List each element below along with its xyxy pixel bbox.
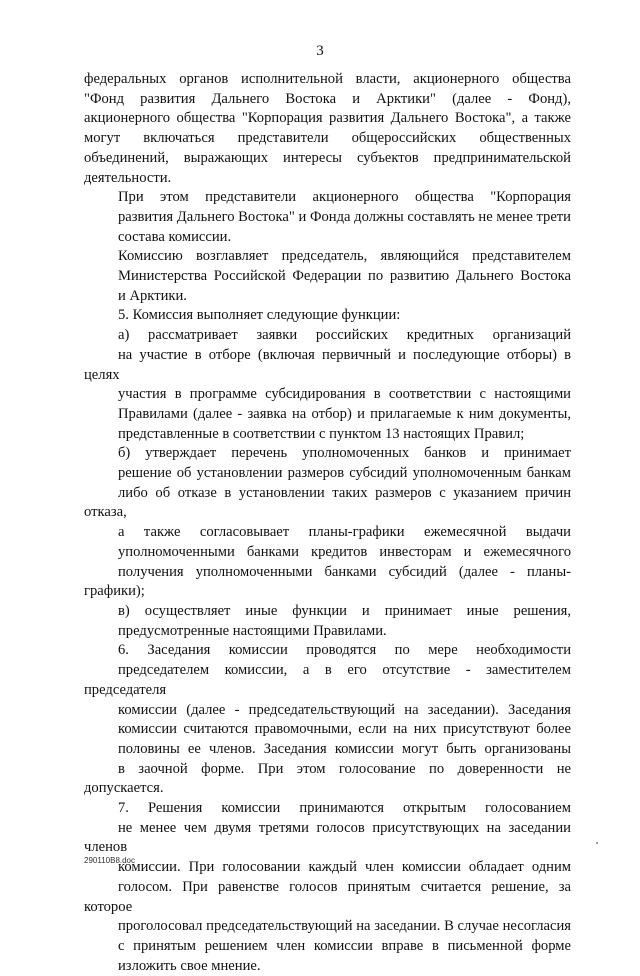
paragraph: [84, 326, 571, 444]
text-line: на участие в отборе (включая первичный и последующие отборы) в целях: [84, 346, 571, 383]
text-line: могут включаться представители общероссийских общественных: [84, 130, 571, 147]
text-line: председателем комиссии, а в его отсутствие - заместителем председателя: [84, 662, 571, 698]
scan-speck: [596, 842, 598, 844]
text-line: с принятым решением член комиссии вправе в письменной форме: [118, 937, 571, 954]
text-line: деятельности.: [84, 169, 172, 186]
text-line: участия в программе субсидирования в соответствии с настоящими: [118, 386, 571, 403]
text-line: федеральных органов исполнительной власти, акционерного общества: [84, 71, 571, 87]
text-line: а также согласовывает планы-графики ежемесячной выдачи: [118, 524, 571, 541]
paragraph: [84, 641, 571, 799]
paragraph: [84, 247, 571, 306]
text-line: б) утверждает перечень уполномоченных банков и принимает: [118, 445, 571, 462]
paragraph: [84, 188, 571, 247]
text-line: При этом представители акционерного общества "Корпорация: [118, 189, 571, 206]
text-line: Министерства Российской Федерации по развитию Дальнего Востока: [118, 268, 571, 285]
text-line: Правилами (далее - заявка на отбор) и прилагаемые к ним документы,: [118, 405, 571, 422]
text-line: комиссии. При голосовании каждый член комиссии обладает одним: [118, 859, 571, 876]
paragraph: [84, 602, 571, 641]
text-line: "Фонд развития Дальнего Востока и Арктики" (далее - Фонд),: [84, 90, 571, 107]
text-line: не менее чем двумя третями голосов присутствующих на заседании членов: [84, 819, 571, 856]
text-line: 5. Комиссия выполняет следующие функции:: [118, 307, 401, 324]
text-line: либо об отказе в установлении таких размеров с указанием причин отказа,: [84, 484, 571, 521]
text-line: предусмотренные настоящими Правилами.: [118, 622, 387, 639]
text-line: голосом. При равенстве голосов принятым считается решение, за которое: [84, 878, 571, 915]
text-line: Комиссию возглавляет председатель, являющийся представителем: [118, 248, 571, 265]
text-line: проголосовал председательствующий на заседании. В случае несогласия: [118, 918, 571, 935]
text-line: изложить свое мнение.: [118, 957, 261, 974]
text-line: а) рассматривает заявки российских кредитных организаций: [118, 327, 571, 344]
text-line: в заочной форме. При этом голосование по доверенности не допускается.: [84, 760, 571, 797]
document-body: [84, 70, 571, 976]
text-line: комиссии считаются правомочными, если на них присутствуют более: [118, 721, 571, 738]
text-line: комиссии (далее - председательствующий на заседании). Заседания: [118, 701, 571, 718]
footer-document-code: 290110B8.doc: [84, 856, 136, 865]
text-line: уполномоченными банками кредитов инвесторам и ежемесячного: [118, 543, 571, 560]
text-line: 6. Заседания комиссии проводятся по мере необходимости: [118, 642, 571, 659]
text-line: в) осуществляет иные функции и принимает иные решения,: [118, 602, 571, 619]
paragraph: [84, 799, 571, 976]
text-line: решение об установлении размеров субсидий уполномоченным банкам: [118, 465, 571, 482]
text-line: акционерного общества "Корпорация развития Дальнего Востока", а также: [84, 110, 571, 127]
text-line: половины ее членов. Заседания комиссии могут быть организованы: [118, 740, 571, 757]
paragraph: [84, 70, 571, 188]
text-line: и Арктики.: [118, 287, 187, 304]
page-number: 3: [316, 43, 324, 59]
text-line: представленные в соответствии с пунктом 13 настоящих Правил;: [118, 425, 525, 442]
text-line: развития Дальнего Востока" и Фонда должны составлять не менее трети: [118, 208, 571, 225]
text-line: объединений, выражающих интересы субъектов предпринимательской: [84, 149, 571, 166]
text-line: состава комиссии.: [118, 228, 232, 245]
text-line: 7. Решения комиссии принимаются открытым голосованием: [118, 800, 571, 817]
paragraph: [84, 444, 571, 602]
text-line: получения уполномоченными банками субсидий (далее - планы-графики);: [84, 563, 571, 600]
paragraph: [84, 306, 571, 326]
